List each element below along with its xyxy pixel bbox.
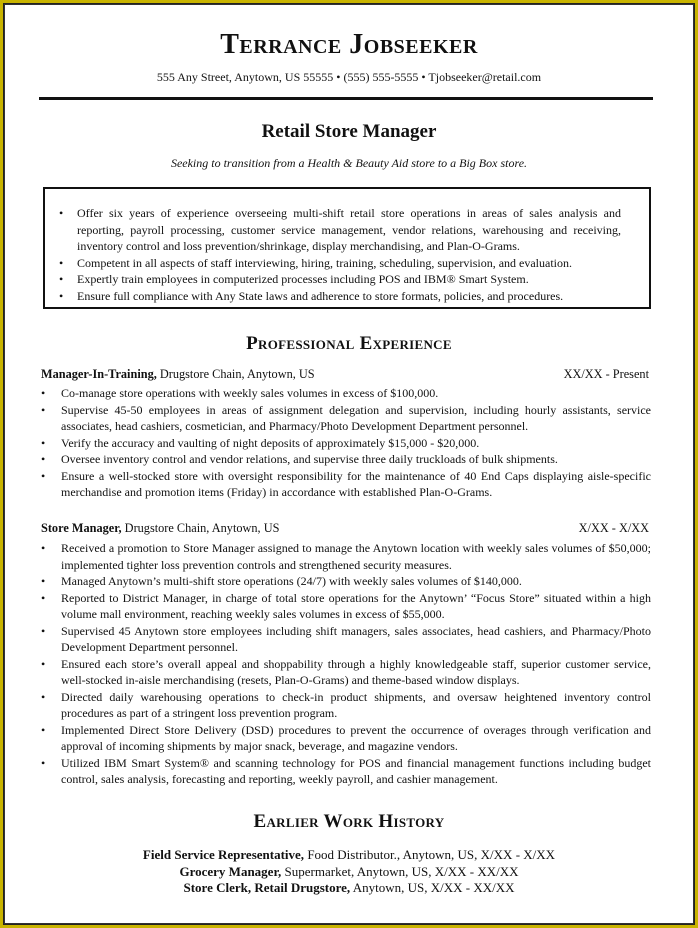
job-bullet: • Managed Anytown’s multi-shift store operations (24/7) with weekly sales volumes of $140,000. (29, 573, 651, 590)
history-title: Grocery Manager, (179, 863, 282, 879)
job-bullet: • Reported to District Manager, in charge of total store operations for the Anytown’ “Focus Store” situated within a high volume mall environment, reaching weekly sales volumes in excess of $55,000. (29, 590, 651, 623)
job-bullet: • Supervised 45 Anytown store employees including shift managers, sales associates, head cashiers, and Pharmacy/Photo Development Department personnel. (29, 623, 651, 656)
job-bullet: • Ensure a well-stocked store with oversight responsibility for the maintenance of 40 End Caps displaying aisle-specific merchandise and promotion items (Friday) in accordance with established Plan-O-Grams. (29, 468, 651, 501)
history-detail: Supermarket, Anytown, US, X/XX - XX/XX (281, 863, 519, 879)
summary-item: • Competent in all aspects of staff interviewing, hiring, training, scheduling, supervision, and evaluation. (45, 255, 621, 272)
job-bullet: • Ensured each store’s overall appeal and shoppability through a highly knowledgeable staff, superior customer service, well-stocked in-aisle merchandising (resets, Plan-O-Grams) and theme-based window displays. (29, 656, 651, 689)
job-bullet: • Utilized IBM Smart System® and scanning technology for POS and financial management functions including budget control, sales analysis, forecasting and reporting, weekly payroll, and cashier management. (29, 755, 651, 788)
history-title: Store Clerk, Retail Drugstore, (183, 880, 351, 895)
job-employer: Drugstore Chain, Anytown, US (156, 367, 315, 381)
header-divider (39, 97, 653, 100)
job-dates: X/XX - X/XX (578, 521, 649, 535)
job-bullet: • Received a promotion to Store Manager assigned to manage the Anytown location with weekly sales volumes of $50,000; implemented tighter loss prevention controls and strengthened security measures. (29, 540, 651, 573)
summary-box (43, 187, 651, 309)
summary-item: • Expertly train employees in computerized processes including POS and IBM® Smart System. (45, 271, 621, 288)
job-bullets (29, 385, 651, 501)
history-item (3, 864, 695, 881)
job-employer: Drugstore Chain, Anytown, US (121, 521, 280, 535)
job-bullet: • Verify the accuracy and vaulting of night deposits of approximately $15,000 - $20,000. (29, 435, 651, 452)
job-bullet: • Oversee inventory control and vendor relations, and supervise three daily truckloads of bulk shipments. (29, 451, 651, 468)
summary-list (45, 205, 621, 304)
job-bullet: • Co-manage store operations with weekly sales volumes in excess of $100,000. (29, 385, 651, 402)
job-header (41, 521, 649, 536)
objective-title: Retail Store Manager (261, 121, 437, 142)
history-list (3, 847, 695, 897)
job-title: Store Manager, (41, 521, 122, 535)
job-bullet: • Directed daily warehousing operations to check-in product shipments, and oversaw heightened inventory control procedures as part of a stringent loss prevention program. (29, 689, 651, 722)
summary-item: • Ensure full compliance with Any State laws and adherence to store formats, policies, and procedures. (45, 288, 621, 305)
job-bullet: • Supervise 45-50 employees in areas of assignment delegation and supervision, including hourly assistants, service associates, head cashiers, cosmetician, and Pharmacy/Photo Development Department personnel. (29, 402, 651, 435)
history-item (3, 847, 695, 864)
objective-subtitle: Seeking to transition from a Health & Beauty Aid store to a Big Box store. (170, 156, 528, 170)
job-bullet: • Implemented Direct Store Delivery (DSD) procedures to prevent the occurrence of overages through verification and approval of incoming shipments by major snack, beverage, and magazine vendors. (29, 722, 651, 755)
experience-heading: Professional Experience (246, 333, 452, 354)
candidate-name: Terrance Jobseeker (220, 29, 478, 60)
job-header (41, 367, 649, 382)
summary-item: • Offer six years of experience overseeing multi-shift retail store operations in areas of sales analysis and reporting, payroll processing, customer service management, vendor relations, warehousing and receiving, inventory control and loss prevention/shrinkage, display merchandising, and Plan-O-Grams. (45, 205, 621, 255)
job-bullets (29, 540, 651, 788)
job-dates: XX/XX - Present (563, 367, 649, 381)
resume-page (3, 3, 695, 925)
job-title: Manager-In-Training, (41, 367, 157, 381)
contact-line: 555 Any Street, Anytown, US 55555 • (555) 555-5555 • Tjobseeker@retail.com (156, 70, 542, 84)
history-title: Field Service Representative, (142, 847, 305, 862)
history-item (3, 880, 695, 897)
history-detail: Food Distributor., Anytown, US, X/XX - X/XX (304, 847, 556, 862)
history-detail: Anytown, US, X/XX - XX/XX (350, 880, 515, 895)
history-heading: Earlier Work History (253, 811, 445, 832)
